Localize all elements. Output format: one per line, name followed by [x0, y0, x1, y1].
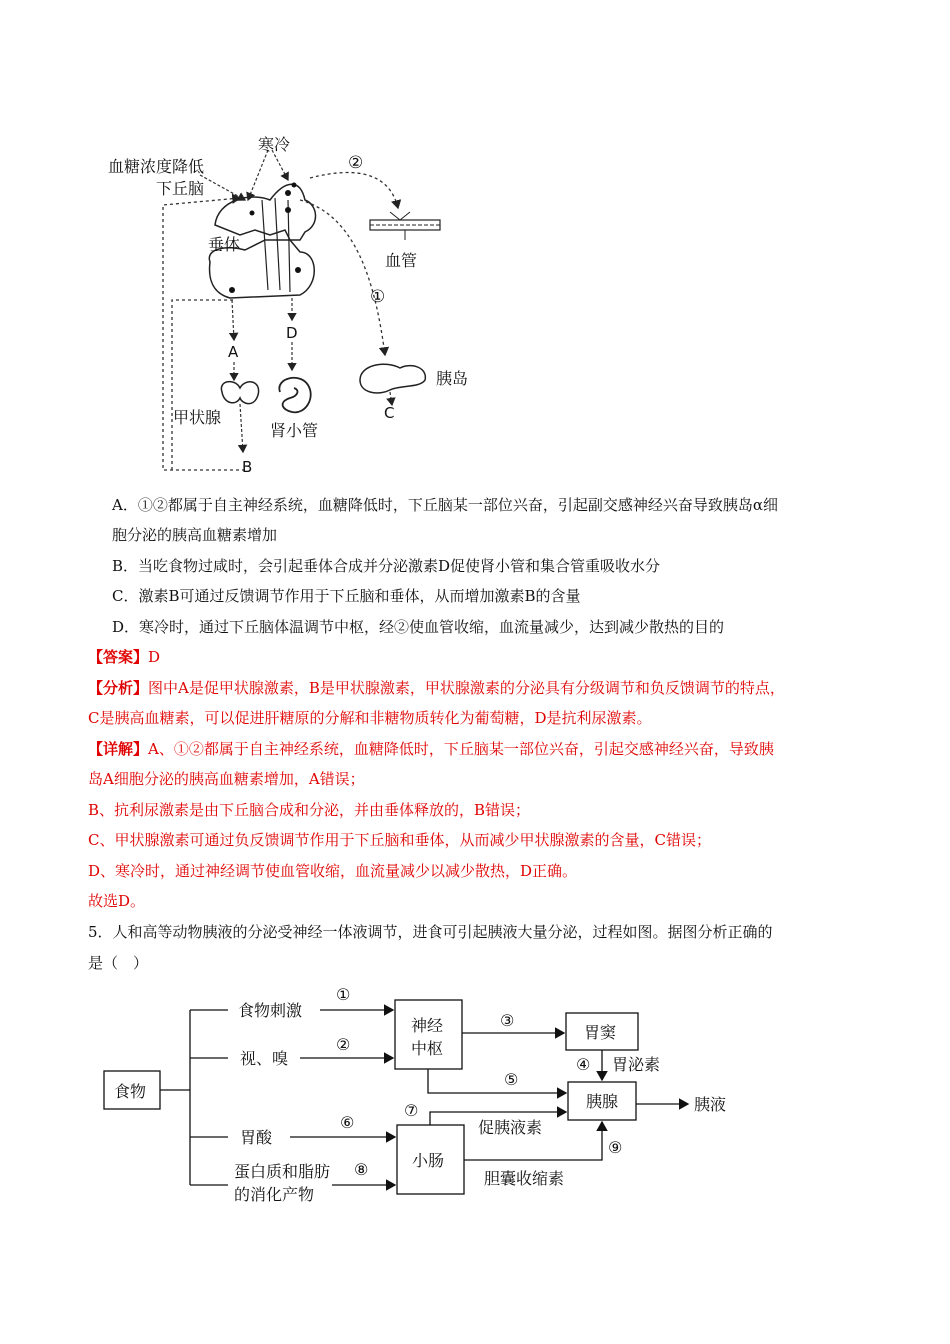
question5-line1: 5．人和高等动物胰液的分泌受神经一体液调节，进食可引起胰液大量分泌，过程如图。据图分析正确的: [88, 923, 773, 941]
fc-cck: 胆囊收缩素: [484, 1169, 565, 1188]
option-C: C．激素B可通过反馈调节作用于下丘脑和垂体，从而增加激素B的含量: [112, 587, 581, 605]
fc-n4: ④: [576, 1055, 591, 1074]
fc-gastrin: 胃泌素: [612, 1055, 661, 1074]
label-thyroid: 甲状腺: [173, 408, 222, 427]
label-pituitary: 垂体: [208, 235, 241, 254]
fc-pancreas: 胰腺: [586, 1092, 619, 1111]
fc-secretin: 促胰液素: [478, 1118, 543, 1137]
fc-antrum: 胃窦: [584, 1023, 617, 1042]
analysis-tag: 【分析】: [88, 679, 149, 697]
fc-digestion-products-1: 蛋白质和脂肪: [234, 1162, 331, 1181]
detail-line5: D、寒冷时，通过神经调节使血管收缩，血流量减少以减少散热，D正确。: [88, 862, 578, 880]
label-blood-vessel: 血管: [385, 251, 418, 270]
option-B: B．当吃食物过咸时，会引起垂体合成并分泌激素D促使肾小管和集合管重吸收水分: [112, 557, 661, 575]
option-A-line2: 胞分泌的胰高血糖素增加: [112, 526, 278, 544]
detail-line4: C、甲状腺激素可通过负反馈调节作用于下丘脑和垂体，从而减少甲状腺激素的含量，C错误；: [88, 831, 711, 849]
option-D: D．寒冷时，通过下丘脑体温调节中枢，经②使血管收缩，血流量减少，达到减少散热的目的: [112, 618, 725, 636]
label-A: A: [228, 343, 239, 361]
label-pancreatic-islet: 胰岛: [436, 369, 469, 388]
fc-nerve-center-1: 神经: [411, 1016, 444, 1035]
answer-value: D: [148, 648, 161, 666]
answer-tag: 【答案】: [88, 648, 149, 666]
fc-n8: ⑧: [354, 1160, 369, 1179]
label-blood-sugar-low: 血糖浓度降低: [108, 157, 205, 176]
label-mark2: ②: [348, 153, 364, 173]
question5-line2: 是（ ）: [88, 954, 149, 972]
fc-pancreatic-juice: 胰液: [694, 1095, 727, 1114]
detail-line1: 【详解】A、①②都属于自主神经系统，血糖降低时，下丘脑某一部位兴奋，引起交感神经兴奋，导致胰: [88, 740, 774, 758]
label-kidney-tubule: 肾小管: [270, 421, 319, 440]
analysis-line2: C是胰高血糖素，可以促进肝糖原的分解和非糖物质转化为葡萄糖，D是抗利尿激素。: [88, 709, 652, 727]
label-B: B: [242, 458, 253, 476]
analysis-line1: 【分析】图中A是促甲状腺激素，B是甲状腺激素，甲状腺激素的分泌具有分级调节和负反馈调节的特点，: [88, 679, 785, 697]
detail-line3: B、抗利尿激素是由下丘脑合成和分泌，并由垂体释放的，B错误；: [88, 801, 531, 819]
fc-n9: ⑨: [608, 1138, 623, 1157]
label-mark1: ①: [370, 287, 386, 307]
fc-food-stimulus: 食物刺激: [238, 1001, 303, 1020]
detail-tag: 【详解】: [88, 740, 149, 758]
label-D: D: [286, 324, 298, 342]
option-A-line1: A．①②都属于自主神经系统，血糖降低时，下丘脑某一部位兴奋，引起副交感神经兴奋导致胰岛α细: [112, 496, 778, 514]
fc-n3: ③: [500, 1011, 515, 1030]
fc-digestion-products-2: 的消化产物: [234, 1185, 315, 1204]
label-hypothalamus: 下丘脑: [156, 179, 205, 198]
fc-gastric-acid: 胃酸: [240, 1128, 273, 1147]
label-C: C: [384, 404, 395, 422]
fc-food: 食物: [114, 1082, 147, 1101]
label-cold: 寒冷: [258, 135, 291, 154]
fc-sight-smell: 视、嗅: [240, 1049, 289, 1068]
fc-n1: ①: [336, 985, 351, 1004]
detail-line6: 故选D。: [88, 892, 146, 910]
detail-line2: 岛A细胞分泌的胰高血糖素增加，A错误；: [88, 770, 365, 788]
fc-n7: ⑦: [404, 1101, 419, 1120]
fc-n2: ②: [336, 1035, 351, 1054]
fc-nerve-center-2: 中枢: [411, 1039, 444, 1058]
fc-small-intestine: 小肠: [412, 1151, 445, 1170]
fc-n6: ⑥: [340, 1113, 355, 1132]
fc-n5: ⑤: [504, 1070, 519, 1089]
